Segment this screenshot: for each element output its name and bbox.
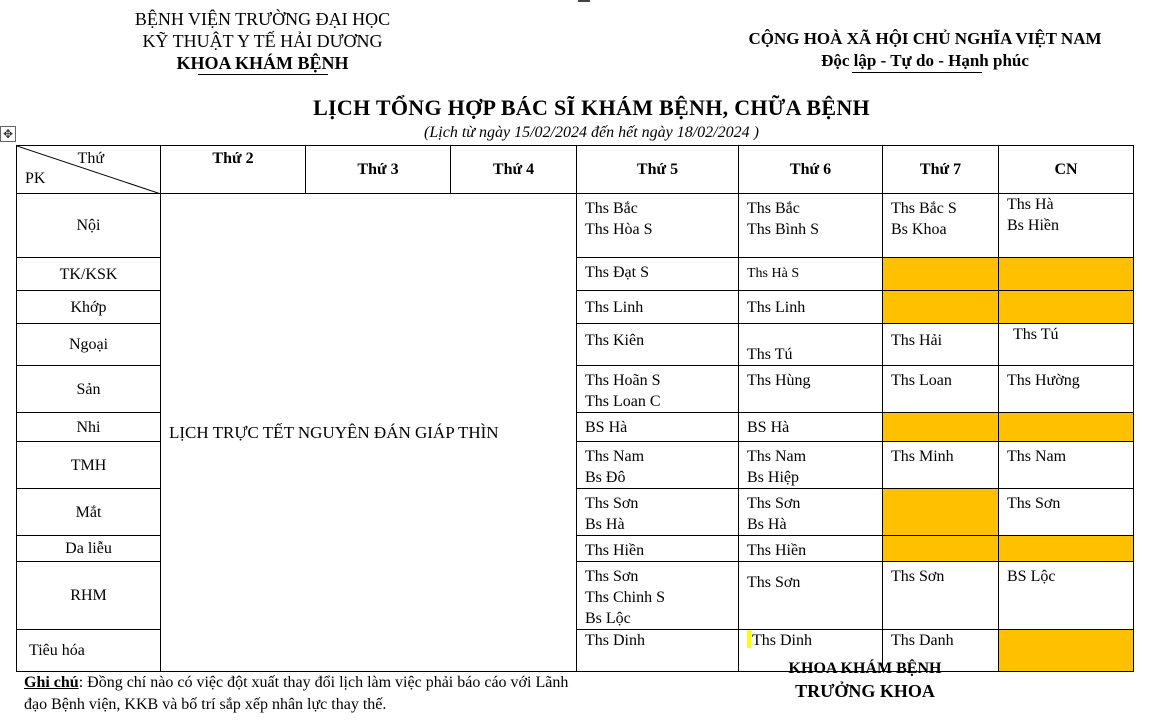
doctor-name (1007, 215, 1125, 236)
doctor-cell-thu7 (883, 194, 999, 258)
doctor-cell-thu6 (739, 489, 883, 536)
dept-cell: Mắt (17, 489, 161, 536)
doctor-name-text: Ths Hiền (585, 542, 645, 559)
table-row (17, 194, 1134, 258)
signature-department: KHOA KHÁM BỆNH (788, 660, 942, 677)
day-header-thu6: Thứ 6 (739, 146, 883, 194)
doctor-name-text: Ths Nam (1007, 448, 1067, 465)
doctor-name (747, 540, 874, 561)
doctor-cell-cn (999, 194, 1134, 258)
footnote (24, 672, 584, 716)
corner-cell (17, 146, 161, 194)
document-title: LỊCH TỔNG HỢP BÁC SĨ KHÁM BỆNH, CHỮA BỆNH (313, 95, 870, 120)
doctor-cell-thu7 (883, 366, 999, 413)
doctor-name (891, 219, 990, 240)
motto: Độc lập - Tự do - Hạnh phúc (821, 51, 1029, 70)
empty-cell-thu7 (883, 291, 999, 324)
doctor-cell-cn (999, 366, 1134, 413)
doctor-name (891, 198, 990, 219)
doctor-name (585, 566, 730, 587)
doctor-cell-cn (999, 489, 1134, 536)
empty-cell-cn (999, 536, 1134, 562)
doctor-name-text: Ths Đạt S (585, 264, 649, 281)
signature-title: TRƯỞNG KHOA (795, 681, 935, 701)
doctor-name-text: Bs Đô (585, 469, 626, 486)
doctor-name (891, 446, 990, 467)
doctor-name-text: Ths Danh (891, 632, 954, 649)
doctor-name-text: Ths Dinh (752, 632, 812, 649)
hospital-name-line2: KỸ THUẬT Y TẾ HẢI DƯƠNG (142, 31, 383, 51)
table-move-handle-icon[interactable]: ✥ (0, 126, 16, 142)
dept-cell: Nhi (17, 413, 161, 442)
doctor-name (585, 467, 730, 488)
doctor-name (747, 493, 874, 514)
signature-block (745, 658, 985, 702)
doctor-cell-thu5 (577, 324, 739, 366)
doctor-cell-thu6 (739, 413, 883, 442)
doctor-cell-thu5 (577, 489, 739, 536)
doctor-name (747, 467, 874, 488)
doctor-name-text: Ths Loan C (585, 393, 661, 410)
hospital-header (100, 8, 425, 74)
doctor-name-text: Ths Hiền (747, 542, 807, 559)
doctor-name (747, 514, 874, 535)
empty-cell-cn (999, 291, 1134, 324)
doctor-name-text: Bs Hiệp (747, 469, 799, 486)
doctor-name-text: Ths Hải (891, 332, 943, 349)
doctor-cell-thu7 (883, 324, 999, 366)
doctor-name (747, 630, 874, 651)
department-name: KHOA KHÁM BỆNH (176, 53, 349, 73)
header-row (17, 146, 1134, 194)
doctor-name-text: BS Hà (585, 419, 628, 436)
doctor-name (1013, 324, 1125, 345)
doctor-name-text: Ths Bình S (747, 221, 820, 238)
doctor-name (585, 540, 730, 561)
text-highlight-marker (747, 630, 751, 648)
doctor-name (585, 587, 730, 608)
doctor-name-text: Ths Sơn (747, 574, 801, 591)
doctor-name-text: Ths Sơn (585, 568, 639, 585)
doctor-name (891, 566, 990, 587)
doctor-name (747, 446, 874, 467)
doctor-cell-thu5 (577, 630, 739, 672)
doctor-name-text: Bs Hà (747, 516, 787, 533)
doctor-name (891, 630, 990, 651)
doctor-name-text: Ths Nam (747, 448, 807, 465)
doctor-name-text: Bs Lộc (585, 610, 631, 627)
doctor-name (747, 344, 874, 365)
footnote-label: Ghi chú (24, 674, 79, 691)
doctor-name-text: Ths Hà S (747, 266, 800, 281)
day-header-thu7: Thứ 7 (883, 146, 999, 194)
national-header (700, 28, 1150, 72)
empty-cell-cn (999, 630, 1134, 672)
dept-cell: Khớp (17, 291, 161, 324)
doctor-name-text: Ths Minh (891, 448, 954, 465)
doctor-name (1007, 446, 1125, 467)
doctor-name (747, 262, 874, 284)
dept-cell: TK/KSK (17, 258, 161, 291)
doctor-cell-thu6 (739, 324, 883, 366)
empty-cell-thu7 (883, 413, 999, 442)
doctor-name (585, 514, 730, 535)
doctor-name (585, 219, 730, 240)
date-range: (Lịch từ ngày 15/02/2024 đến hết ngày 18/02/2024 ) (424, 124, 759, 141)
doctor-name (585, 297, 730, 318)
doctor-name-text: Ths Hòa S (585, 221, 653, 238)
doctor-name-text: Ths Hùng (747, 372, 811, 389)
doctor-name-text: Ths Hường (1007, 372, 1080, 389)
day-header-thu2: Thứ 2 (161, 146, 306, 194)
dept-cell: RHM (17, 562, 161, 630)
doctor-cell-thu6 (739, 194, 883, 258)
doctor-name (585, 608, 730, 629)
doctor-cell-thu5 (577, 442, 739, 489)
corner-day-label: Thứ (77, 150, 104, 167)
doctor-name-text: Ths Chinh S (585, 589, 666, 606)
doctor-cell-thu6 (739, 366, 883, 413)
doctor-cell-thu7 (883, 442, 999, 489)
doctor-name (1007, 194, 1125, 215)
day-header-thu5: Thứ 5 (577, 146, 739, 194)
doctor-name (747, 219, 874, 240)
doctor-cell-thu5 (577, 366, 739, 413)
empty-cell-thu7 (883, 489, 999, 536)
hospital-name-line1: BỆNH VIỆN TRƯỜNG ĐẠI HỌC (134, 9, 391, 29)
doctor-cell-thu5 (577, 562, 739, 630)
doctor-cell-thu5 (577, 536, 739, 562)
schedule-table (16, 145, 1134, 672)
dept-cell: Sản (17, 366, 161, 413)
doctor-name-text: Bs Hà (585, 516, 625, 533)
corner-dept-label: PK (25, 170, 46, 187)
doctor-cell-thu6 (739, 536, 883, 562)
doctor-name-text: BS Lộc (1007, 568, 1056, 585)
doctor-cell-thu5 (577, 194, 739, 258)
doctor-name-text: Ths Loan (891, 372, 952, 389)
empty-cell-thu7 (883, 536, 999, 562)
doctor-name (747, 572, 874, 593)
doctor-name-text: Ths Sơn (891, 568, 945, 585)
holiday-merged-cell: LỊCH TRỰC TẾT NGUYÊN ĐÁN GIÁP THÌN (161, 194, 577, 672)
dept-cell: Da liễu (17, 536, 161, 562)
empty-cell-cn (999, 413, 1134, 442)
day-header-cn: CN (999, 146, 1134, 194)
doctor-name (891, 370, 990, 391)
doctor-cell-thu5 (577, 291, 739, 324)
doctor-name (585, 330, 730, 351)
doctor-name-text: Ths Linh (747, 299, 806, 316)
doctor-cell-cn (999, 324, 1134, 366)
doctor-cell-cn (999, 562, 1134, 630)
doctor-name-text: Ths Bắc S (891, 200, 957, 217)
doctor-name-text: Bs Khoa (891, 221, 947, 238)
doctor-name-text: Ths Bắc (747, 200, 800, 217)
doctor-name (747, 370, 874, 391)
motto-underline (852, 72, 982, 73)
doctor-name (585, 630, 730, 651)
doctor-name-text: Ths Hà (1007, 196, 1054, 213)
doctor-name-text: Ths Bắc (585, 200, 638, 217)
doctor-cell-thu7 (883, 562, 999, 630)
dept-cell: TMH (17, 442, 161, 489)
doctor-name (585, 262, 730, 283)
doctor-cell-thu6 (739, 442, 883, 489)
doctor-name-text: Ths Tú (747, 346, 793, 363)
empty-cell-cn (999, 258, 1134, 291)
dept-cell: Ngoại (17, 324, 161, 366)
country-name: CỘNG HOÀ XÃ HỘI CHỦ NGHĨA VIỆT NAM (748, 29, 1102, 48)
doctor-name (1007, 370, 1125, 391)
doctor-name-text: Ths Sơn (747, 495, 801, 512)
doctor-name (747, 198, 874, 219)
doctor-cell-thu5 (577, 413, 739, 442)
doctor-cell-thu6 (739, 291, 883, 324)
doctor-name-text: Ths Hoãn S (585, 372, 661, 389)
footnote-text: : Đồng chí nào có việc đột xuất thay đổi lịch làm việc phải báo cáo với Lãnh đạo Bệnh viện, KKB và bố trí sắp xếp nhân lực thay thế. (24, 674, 569, 713)
doctor-name-text: Ths Linh (585, 299, 644, 316)
doctor-name (585, 370, 730, 391)
doctor-name (1007, 566, 1125, 587)
doctor-cell-thu6 (739, 258, 883, 291)
doctor-name-text: Ths Sơn (1007, 495, 1061, 512)
doctor-name-text: Ths Nam (585, 448, 645, 465)
doctor-cell-thu5 (577, 258, 739, 291)
doctor-name (585, 198, 730, 219)
doctor-cell-thu6 (739, 562, 883, 630)
dept-cell: Nội (17, 194, 161, 258)
doctor-name (747, 417, 874, 438)
doctor-name-text: Ths Kiên (585, 332, 645, 349)
doctor-name (891, 330, 990, 351)
doctor-name-text: Ths Dinh (585, 632, 645, 649)
doctor-name (585, 493, 730, 514)
doctor-cell-cn (999, 442, 1134, 489)
empty-cell-thu7 (883, 258, 999, 291)
doctor-name-text: Bs Hiền (1007, 217, 1059, 234)
doctor-name (585, 391, 730, 412)
day-header-thu4: Thứ 4 (451, 146, 577, 194)
day-header-thu3: Thứ 3 (306, 146, 451, 194)
doctor-name-text: Ths Tú (1013, 326, 1059, 343)
doctor-name (585, 446, 730, 467)
page-top-marker (578, 0, 590, 2)
header-underline (198, 74, 328, 75)
dept-cell: Tiêu hóa (17, 630, 161, 672)
doctor-name-text: BS Hà (747, 419, 790, 436)
doctor-name (747, 297, 874, 318)
doctor-name (585, 417, 730, 438)
doctor-name (1007, 493, 1125, 514)
doctor-name-text: Ths Sơn (585, 495, 639, 512)
